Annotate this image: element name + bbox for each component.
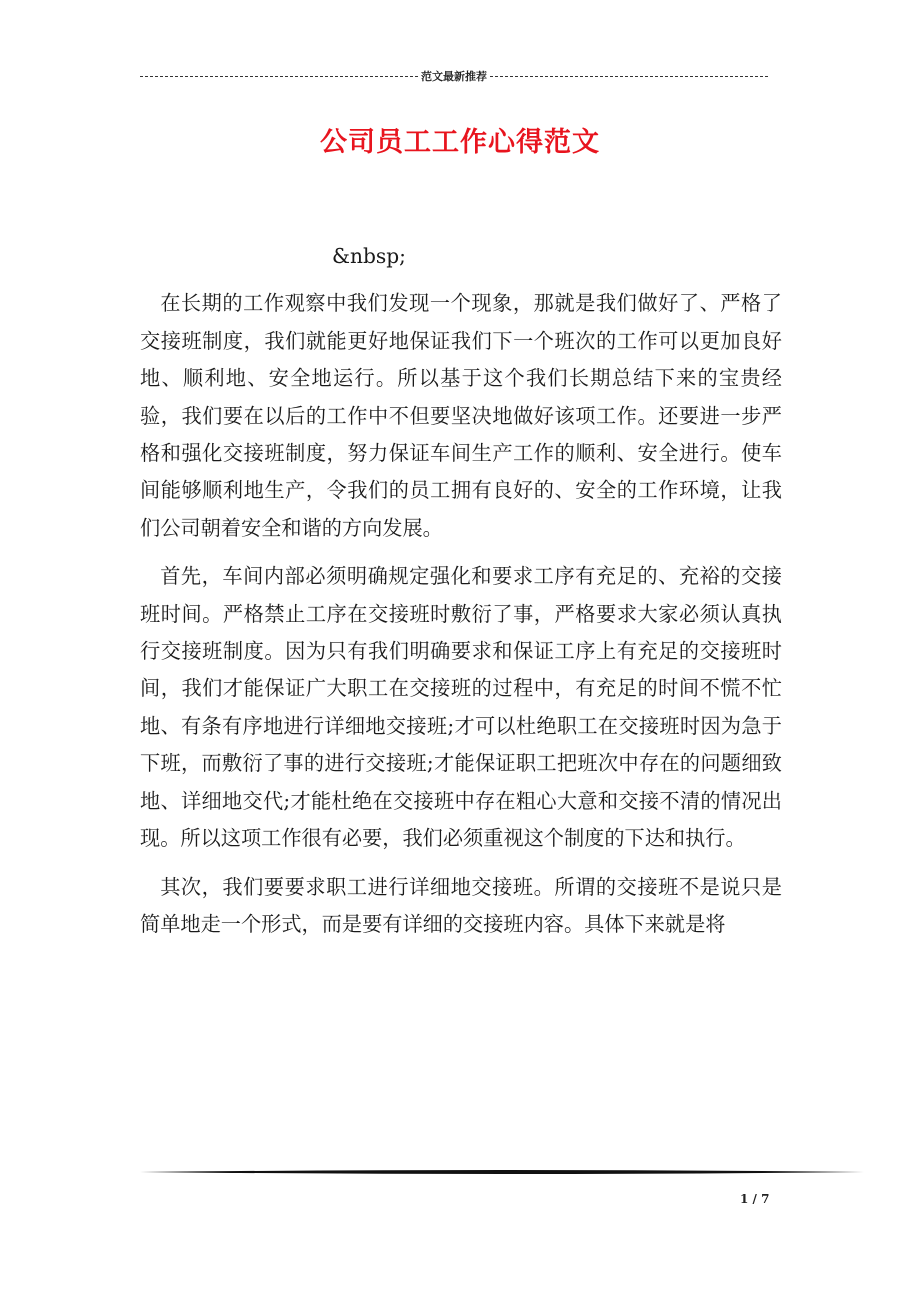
header-banner (140, 68, 768, 84)
footer-divider (140, 1169, 864, 1175)
paragraph-3: 其次，我们要要求职工进行详细地交接班。所谓的交接班不是说只是简单地走一个形式，而是要有详细的交接班内容。具体下来就是将 (140, 874, 782, 936)
paragraph-2: 首先，车间内部必须明确规定强化和要求工序有充足的、充裕的交接班时间。严格禁止工序在交接班时敷衍了事，严格要求大家必须认真执行交接班制度。因为只有我们明确要求和保证工序上有充足的交接班时间，我们才能保证广大职工在交接班的过程中，有充足的时间不慌不忙地、有条有序地进行详细地交接班;才可以杜绝职工在交接班时因为急于下班，而敷衍了事的进行交接班;才能保证职工把班次中存在的问题细致地、详细地交代;才能杜绝在交接班中存在粗心大意和交接不清的情况出现。所以这项工作很有必要，我们必须重视这个制度的下达和执行。 (140, 564, 782, 851)
document-body (140, 238, 782, 954)
page-number: 1 / 7 (740, 1192, 770, 1206)
header-dashes-left (140, 76, 418, 77)
header-dashes-right (490, 76, 768, 77)
document-title: 公司员工工作心得范文 (320, 127, 600, 158)
header-label: 范文最新推荐 (421, 70, 487, 83)
nbsp-line: &nbsp; (332, 244, 406, 268)
paragraph-1: 在长期的工作观察中我们发现一个现象，那就是我们做好了、严格了交接班制度，我们就能更好地保证我们下一个班次的工作可以更加良好地、顺利地、安全地运行。所以基于这个我们长期总结下来的宝贵经验，我们要在以后的工作中不但要坚决地做好该项工作。还要进一步严格和强化交接班制度，努力保证车间生产工作的顺利、安全进行。使车间能够顺利地生产，令我们的员工拥有良好的、安全的工作环境，让我们公司朝着安全和谐的方向发展。 (140, 291, 782, 540)
